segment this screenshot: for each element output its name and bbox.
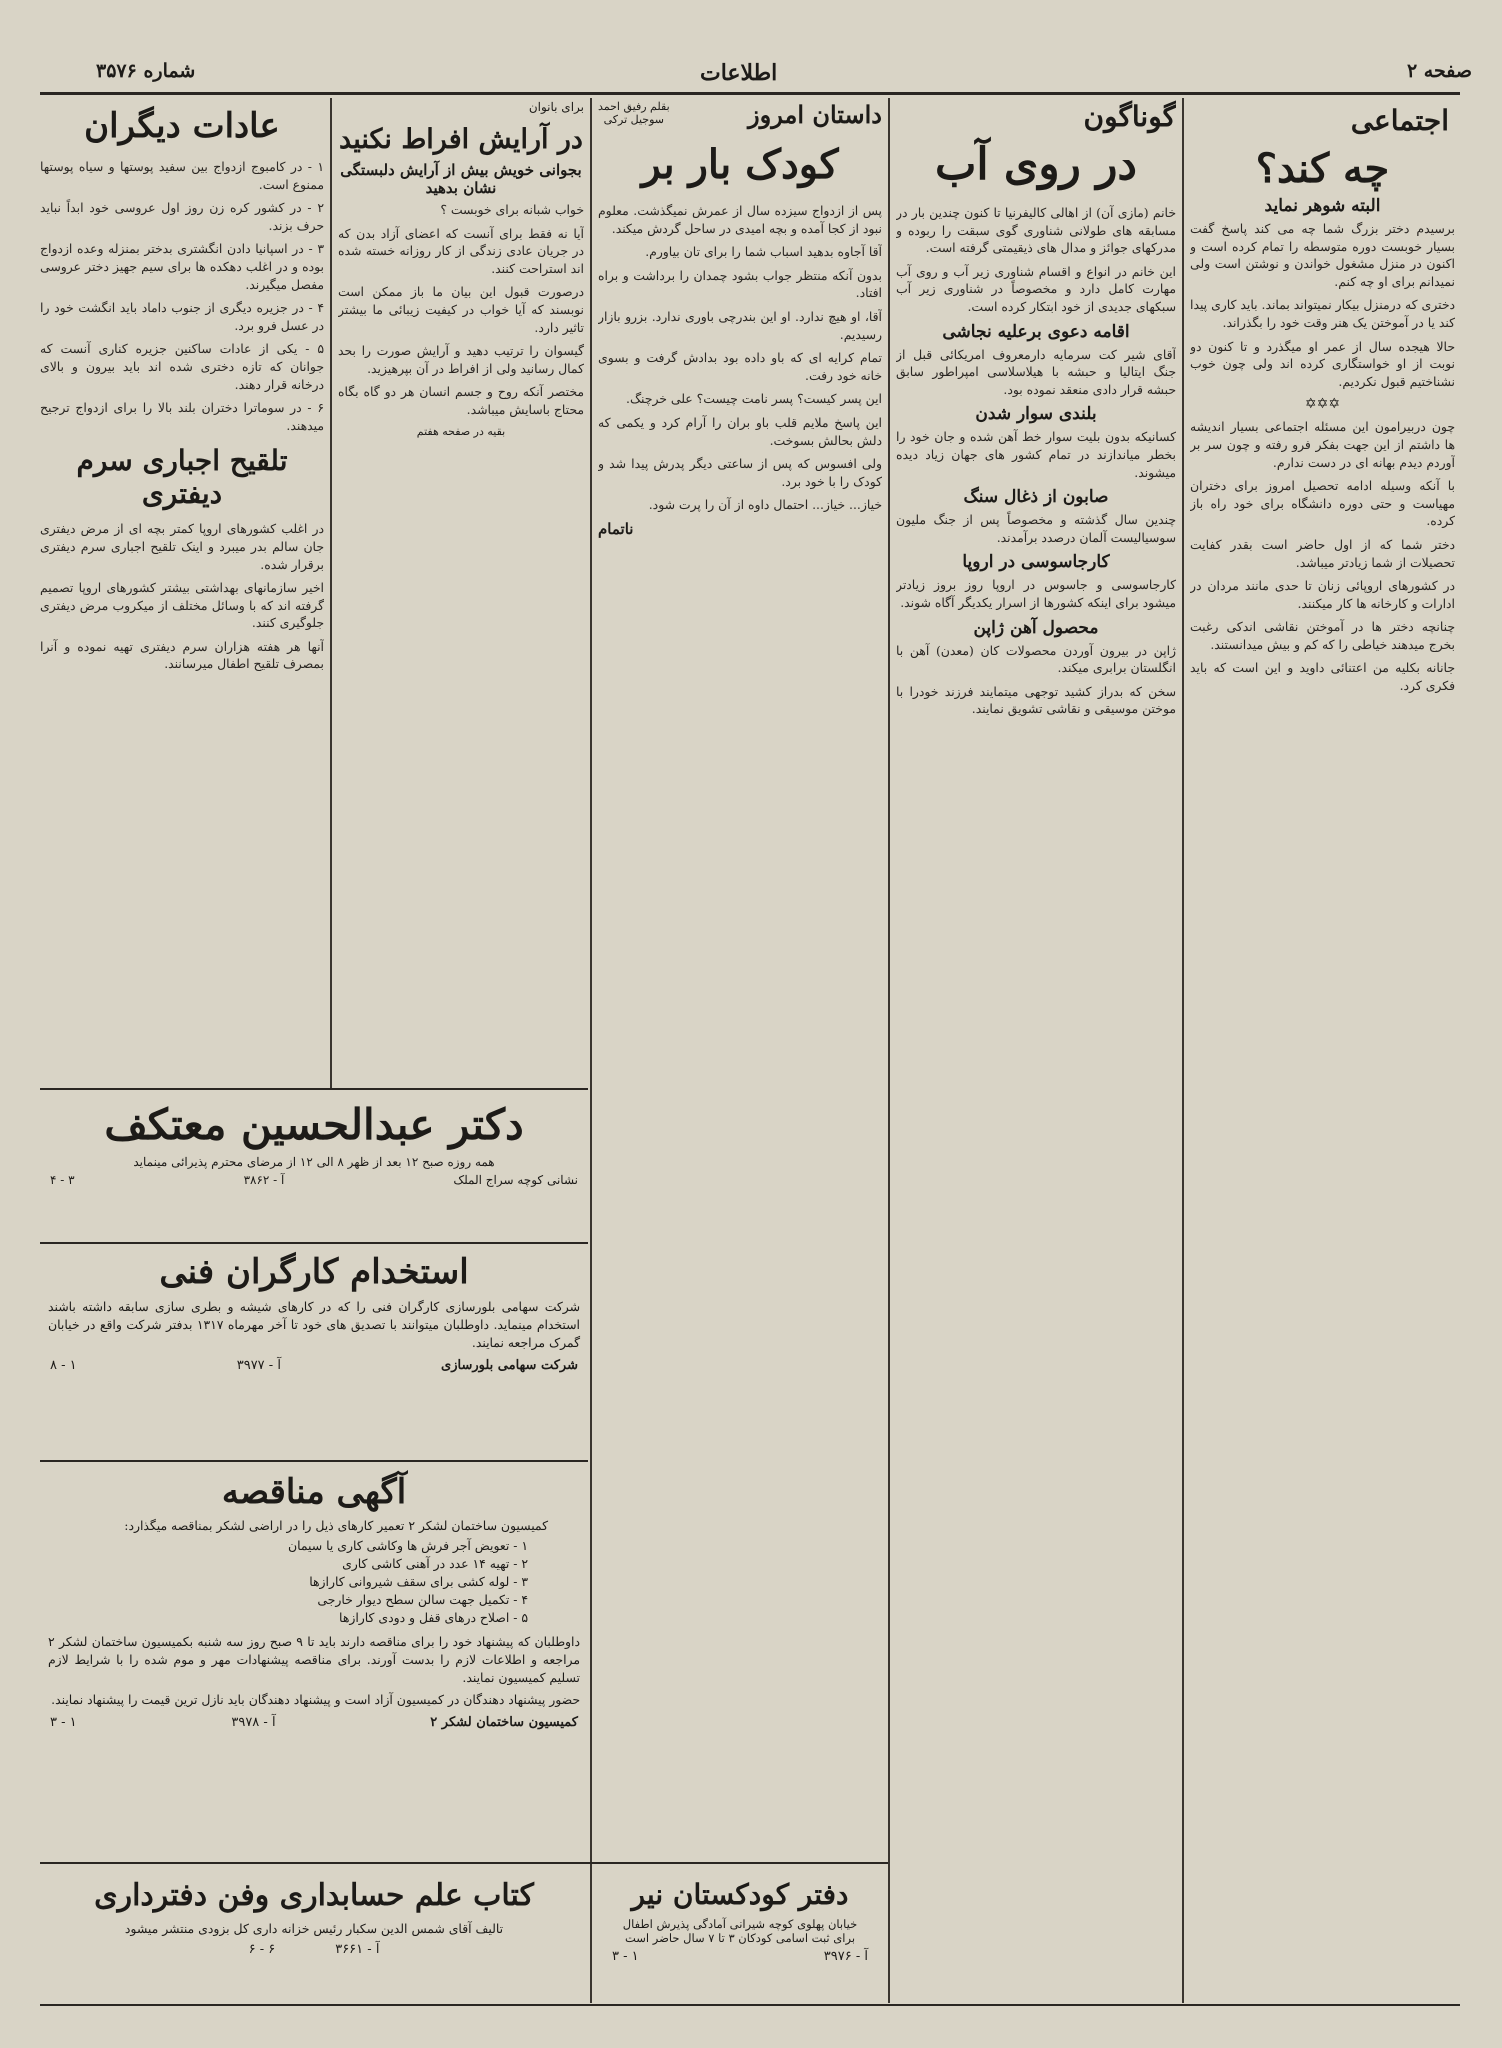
ad-run: ۶ - ۶: [248, 1942, 276, 1957]
paragraph: چندین سال گذشته و مخصوصاً پس از جنگ ملیون سوسیالیست آلمان درصدد برآمدند.: [896, 512, 1176, 545]
subheading: اقامه دعوی برعلیه نجاشی: [942, 321, 1130, 342]
paragraph: آیا نه فقط برای آنست که اعضای آزاد بدن که در جریان عادی زندگی از کار روزانه خسته شده اند استراحت کنند.: [338, 225, 584, 276]
column-divider: [888, 98, 890, 2003]
paragraph: برسیدم دختر بزرگ شما چه می کند پاسخ گفت بسیار خوبست دوره متوسطه را تمام کرده است و اکنون در منزل مشغول خواندن و نوشتن است ولی نمیدانم برای او چه کنم.: [1190, 221, 1455, 289]
paragraph: آقا، او هیچ ندارد. او این بندرچی باوری ندارد. بزرو بازار رسیدیم.: [598, 308, 882, 342]
paragraph: خیاز... خیاز... احتمال داوه از آن را پرت شود.: [648, 497, 882, 513]
paragraph: اخیر سازمانهای بهداشتی بیشتر کشورهای اروپا تصمیم گرفته اند که با وسائل مختلف از میکروب مرض دیفتری جلوگیری کنند.: [40, 580, 324, 631]
continued-label: ناتمام: [598, 519, 634, 538]
ad-title: دفتر کودکستان نیر: [631, 1878, 849, 1911]
paragraph: سخن که بدراز کشید توجهی میتمایند فرزند خودرا با موختن موسیقی و نقاشی تشویق نمایند.: [896, 683, 1176, 717]
ad-title: آگهی مناقصه: [221, 1472, 407, 1512]
issue-number: شماره ۳۵۷۶: [96, 60, 196, 82]
paragraph: تمام کرایه ای که باو داده بود بدادش گرفت و بسوی خانه خود رفت.: [598, 350, 882, 383]
paragraph: دختری که درمنزل بیکار نمیتواند بماند. باید کاری پیدا کند یا در آموختن یک هنر وقت خود را بگذراند.: [1190, 297, 1455, 330]
ad-divider: [40, 1242, 588, 1244]
paragraph: چون دربیرامون این مسئله اجتماعی بسیار اندیشه ها داشتم از این جهت بفکر فرو رفته و چون سر بر آوردم دیدم بهانه ای در دست ندارم.: [1190, 419, 1455, 470]
ad-line: تالیف آقای شمس الدین سکبار رئیس خزانه داری کل بزودی منتشر میشود: [124, 1921, 504, 1936]
book-ad: [40, 1866, 588, 2006]
byline: سوجیل ترکی: [603, 113, 665, 126]
article-subtitle: بجوانی خویش بیش از آرایش دلبستگی نشان بدهید: [340, 161, 582, 197]
subheading: کارجاسوسی در اروپا: [962, 552, 1110, 573]
paragraph: ۲ - در کشور کره زن روز اول عروسی خود ابداً نباید حرف بزند.: [40, 200, 324, 233]
paragraph: چنانچه دختر ها در آموختن نقاشی اندکی رغبت بخرج میدهند خیاطی را که کم و بیش میدانستند.: [1190, 619, 1455, 652]
paragraph: ژاپن در بیرون آوردن محصولات کان (معدن) آهن با انگلستان برابری میکند.: [896, 642, 1176, 676]
paragraph: ۳ - در اسپانیا دادن انگشتری بدختر بمنزله وعده ازدواج بوده و در اغلب دهکده ها برای سیم جهیز دختر عروسی مفصل میگیرند.: [40, 241, 324, 292]
ad-run: ۱ - ۸: [50, 1358, 77, 1373]
paragraph: با آنکه وسیله ادامه تحصیل امروز برای دختران مهیاست و حتی دوره دانشگاه برای خود راه باز کرده.: [1190, 478, 1455, 529]
paragraph: کسانیکه بدون بلیت سوار خط آهن شده و جان خود را بخطر میاندازند در تمام کشور های جهان زیاد دیده میشوند.: [896, 429, 1176, 480]
ad-run: ۳ - ۴: [50, 1173, 75, 1187]
customs-column: [40, 100, 324, 1085]
paragraph: گیسوان را ترتیب دهید و آرایش صورت را بحد کمال رسانید ولی از افراط در آن بپرهیزید.: [338, 343, 584, 376]
paragraph: ولی افسوس که پس از ساعتی دیگر پدرش پیدا شد و کودک را با خود برد.: [598, 456, 882, 489]
ladies-column: [338, 100, 584, 1085]
article-title: چه کند؟: [1255, 145, 1390, 192]
ad-run: ۱ - ۳: [50, 1715, 77, 1730]
footer-rule: [40, 2004, 1460, 2006]
subheading: تلقیح اجباری سرم دیفتری: [76, 444, 288, 511]
paragraph: ۵ - یکی از عادات ساکنین جزیره کناری آنست که جوانان که تازه دختری شده اند باید بیرون و بالای درخانه قرار دهند.: [40, 341, 324, 392]
paragraph: مختصر آنکه روح و جسم انسان هر دو گاه بگاه محتاج باسایش میباشد.: [338, 384, 584, 417]
paragraph: آنها هر هفته هزاران سرم دیفتری تهیه نموده و آنرا بمصرف تلقیح اطفال میرسانند.: [40, 638, 324, 672]
paper-name: اطلاعات: [700, 60, 778, 86]
section-title: اجتماعی: [1350, 104, 1449, 137]
article-title: در روی آب: [934, 139, 1138, 190]
tender-item: ۲ - تهیه ۱۴ عدد در آهنی کاشی کاری: [342, 1556, 528, 1571]
article-title: کودک بار بر: [641, 141, 839, 188]
kicker: برای بانوان: [528, 100, 584, 114]
paragraph: حالا هیجده سال از عمر او میگذرد و تا کنون دو نوبت از او خواستگاری کرده اند ولی چون خوب نشناختیم قبول نکردیم.: [1190, 338, 1455, 389]
ad-signature: کمیسیون ساختمان لشکر ۲: [430, 1715, 578, 1730]
ad-line: خیابان پهلوی کوچه شیرانی آمادگی پذیرش اطفال: [622, 1917, 858, 1931]
column-divider: [330, 98, 332, 1088]
ad-body: داوطلبان که پیشنهاد خود را برای مناقصه دارند باید تا ۹ صبح روز سه شنبه بکمیسیون ساختمان لشکر ۲ مراجعه و اطلاعات لازم را بدست آورند. برای مناقصه پیشنهادات مهر و موم شده را با شرایط لازم تسلیم کمیسیون نمایند.: [48, 1634, 580, 1685]
article-title: عادات دیگران: [84, 106, 280, 146]
ad-address: نشانی کوچه سراج الملک: [453, 1173, 578, 1187]
tender-item: ۳ - لوله کشی برای سقف شیروانی کارازها: [309, 1574, 528, 1589]
ad-line: همه روزه صبح ۱۲ بعد از ظهر ۸ الی ۱۲ از مرضای محترم پذیرائی مینماید: [133, 1155, 495, 1169]
ad-code: آ - ۳۹۷۸: [231, 1715, 276, 1730]
ad-title: کتاب علم حسابداری وفن دفترداری: [94, 1878, 534, 1913]
article-title: در آرایش افراط نکنید: [339, 124, 583, 155]
ad-title: استخدام کارگران فنی: [159, 1252, 469, 1292]
paragraph: در کشورهای اروپائی زنان تا حدی مانند مردان در ادارات و کارخانه ها کار میکنند.: [1190, 578, 1455, 611]
ad-title: دکتر عبدالحسین معتکف: [104, 1100, 524, 1149]
paragraph: ۱ - در کامبوج ازدواج بین سفید پوستها و سیاه پوستها ممنوع است.: [40, 159, 324, 192]
ad-section-rule: [40, 1088, 588, 1090]
ad-code: آ - ۳۹۷۷: [236, 1358, 281, 1373]
ad-intro: کمیسیون ساختمان لشکر ۲ تعمیر کارهای ذیل را در اراضی لشکر بمناقصه میگذارد:: [124, 1518, 548, 1533]
paragraph: جانانه بکلیه من اعتنائی داوید و این است که باید فکری کرد.: [1190, 660, 1455, 694]
column-divider: [590, 98, 592, 2003]
kindergarten-ad: [598, 1866, 882, 2006]
paragraph: این پاسخ ملایم قلب باو بران را آرام کرد و یکمی که دلش بحالش بسوخت.: [598, 414, 882, 448]
paragraph: ۶ - در سوماترا دختران بلند بالا را برای ازدواج ترجیح میدهند.: [40, 400, 324, 433]
section-title: داستان امروز: [748, 100, 882, 129]
social-column: [1190, 100, 1455, 2000]
paragraph: خانم (مازی آن) از اهالی کالیفرنیا تا کنون چندین بار در مسابقه های طولانی شناوری گوی سبقت را ربوده و مدرکهای جوائز و مدال های ذیقیمتی گرفته است.: [896, 205, 1176, 256]
ad-footer: حضور پیشنهاد دهندگان در کمیسیون آزاد است و پیشنهاد دهندگان باید نازل ترین قیمت را پیشنهاد نمایند.: [51, 1692, 580, 1707]
paragraph: دختر شما که از اول حاضر است بقدر کفایت تحصیلات از شما زیادتر میباشد.: [1190, 536, 1455, 570]
byline: بقلم رفیق احمد: [598, 100, 670, 113]
paragraph: آقای شیر کت سرمایه دارمعروف امریکائی قبل از جنگ ایتالیا و حبشه با هیلاسلاسی امپراطور سابق حبشه قرار دادی منعقد نموده بود.: [896, 346, 1176, 397]
ad-code: آ - ۳۸۶۲: [243, 1173, 285, 1187]
subheading: محصول آهن ژاپن: [973, 617, 1099, 638]
paragraph: ۴ - در جزیره دیگری از جنوب داماد باید انگشت خود را در عسل فرو برد.: [40, 300, 324, 333]
misc-column: [896, 100, 1176, 2000]
star-divider: ✡✡✡: [1304, 396, 1341, 413]
doctor-ad: [40, 1092, 588, 1242]
continued-note: بقیه در صفحه هفتم: [416, 424, 506, 438]
subheading: صابون از ذغال سنگ: [963, 487, 1109, 508]
tender-item: ۴ - تکمیل جهت سالن سطح دیوار خارجی: [317, 1592, 528, 1607]
tender-list: [48, 1537, 528, 1627]
masthead-rule: [40, 92, 1460, 95]
paragraph: آقا آجاوه بدهید اسباب شما را برای تان بیاورم.: [645, 244, 882, 260]
page-number: صفحه ۲: [1406, 60, 1472, 82]
subheading: بلندی سوار شدن: [975, 404, 1097, 425]
paragraph: در اغلب کشورهای اروپا کمتر بچه ای از مرض دیفتری جان سالم بدر میبرد و اینک تلقیح اجباری سرم دیفتری برقرار شده.: [40, 521, 324, 572]
ad-code: آ - ۳۹۷۶: [823, 1949, 868, 1964]
ad-divider: [40, 1460, 588, 1462]
paragraph: درصورت قبول این بیان ما باز ممکن است نوبسند که آیا خواب در کیفیت زیبائی ما بیشتر تاثیر دارد.: [338, 284, 584, 335]
ad-line: برای ثبت اسامی کودکان ۳ تا ۷ سال حاضر است: [624, 1931, 856, 1945]
paragraph: پس از ازدواج سیزده سال از عمرش نمیگذشت. معلوم نبود از کجا آمده و بچه امیدی در ساحل گردش میکند.: [598, 203, 882, 236]
ad-signature: شرکت سهامی بلورسازی: [441, 1358, 578, 1373]
paragraph: کارجاسوسی و جاسوس در اروپا روز بروز زیادتر میشود برای اینکه کشورها از اسرار یکدیگر آگاه شوند.: [896, 577, 1176, 610]
paragraph: بدون آنکه منتظر جواب بشود چمدان را برداشت و براه افتاد.: [598, 267, 882, 301]
ad-body: شرکت سهامی بلورسازی کارگران فنی را که در کارهای شیشه و بطری سازی سابقه داشته باشند استخدام مینماید. داوطلبان میتوانند با تصدیق های خود تا آخر مهرماه ۱۳۱۷ بدفتر شرکت واقع در خیابان گمرک مراجعه نمایند.: [48, 1299, 580, 1350]
tender-item: ۵ - اصلاح درهای قفل و دودی کارازها: [339, 1610, 528, 1625]
jobs-ad: [40, 1246, 588, 1458]
tender-ad: [40, 1464, 588, 1860]
tender-item: ۱ - تعویض آجر فرش ها وکاشی کاری یا سیمان: [288, 1538, 528, 1553]
story-column: [598, 100, 882, 1855]
section-title: گوناگون: [1083, 100, 1176, 133]
ad-run: ۱ - ۳: [612, 1949, 639, 1964]
paragraph: خواب شبانه برای خوبست ؟: [440, 202, 584, 217]
column-divider: [1182, 98, 1184, 2003]
article-subtitle: البته شوهر نماید: [1264, 196, 1381, 216]
paragraph: این خانم در انواع و اقسام شناوری زیر آب و روی آب مهارت کامل دارد و مخصوصاً در شناوری زیر آب سبکهای جدیدی از خود ابتکار کرده است.: [896, 263, 1176, 314]
paragraph: این پسر کیست؟ پسر نامت چیست؟ علی خرچنگ.: [626, 391, 882, 407]
bottom-ad-rule: [40, 1862, 888, 1864]
ad-code: آ - ۳۶۶۱: [335, 1942, 380, 1957]
